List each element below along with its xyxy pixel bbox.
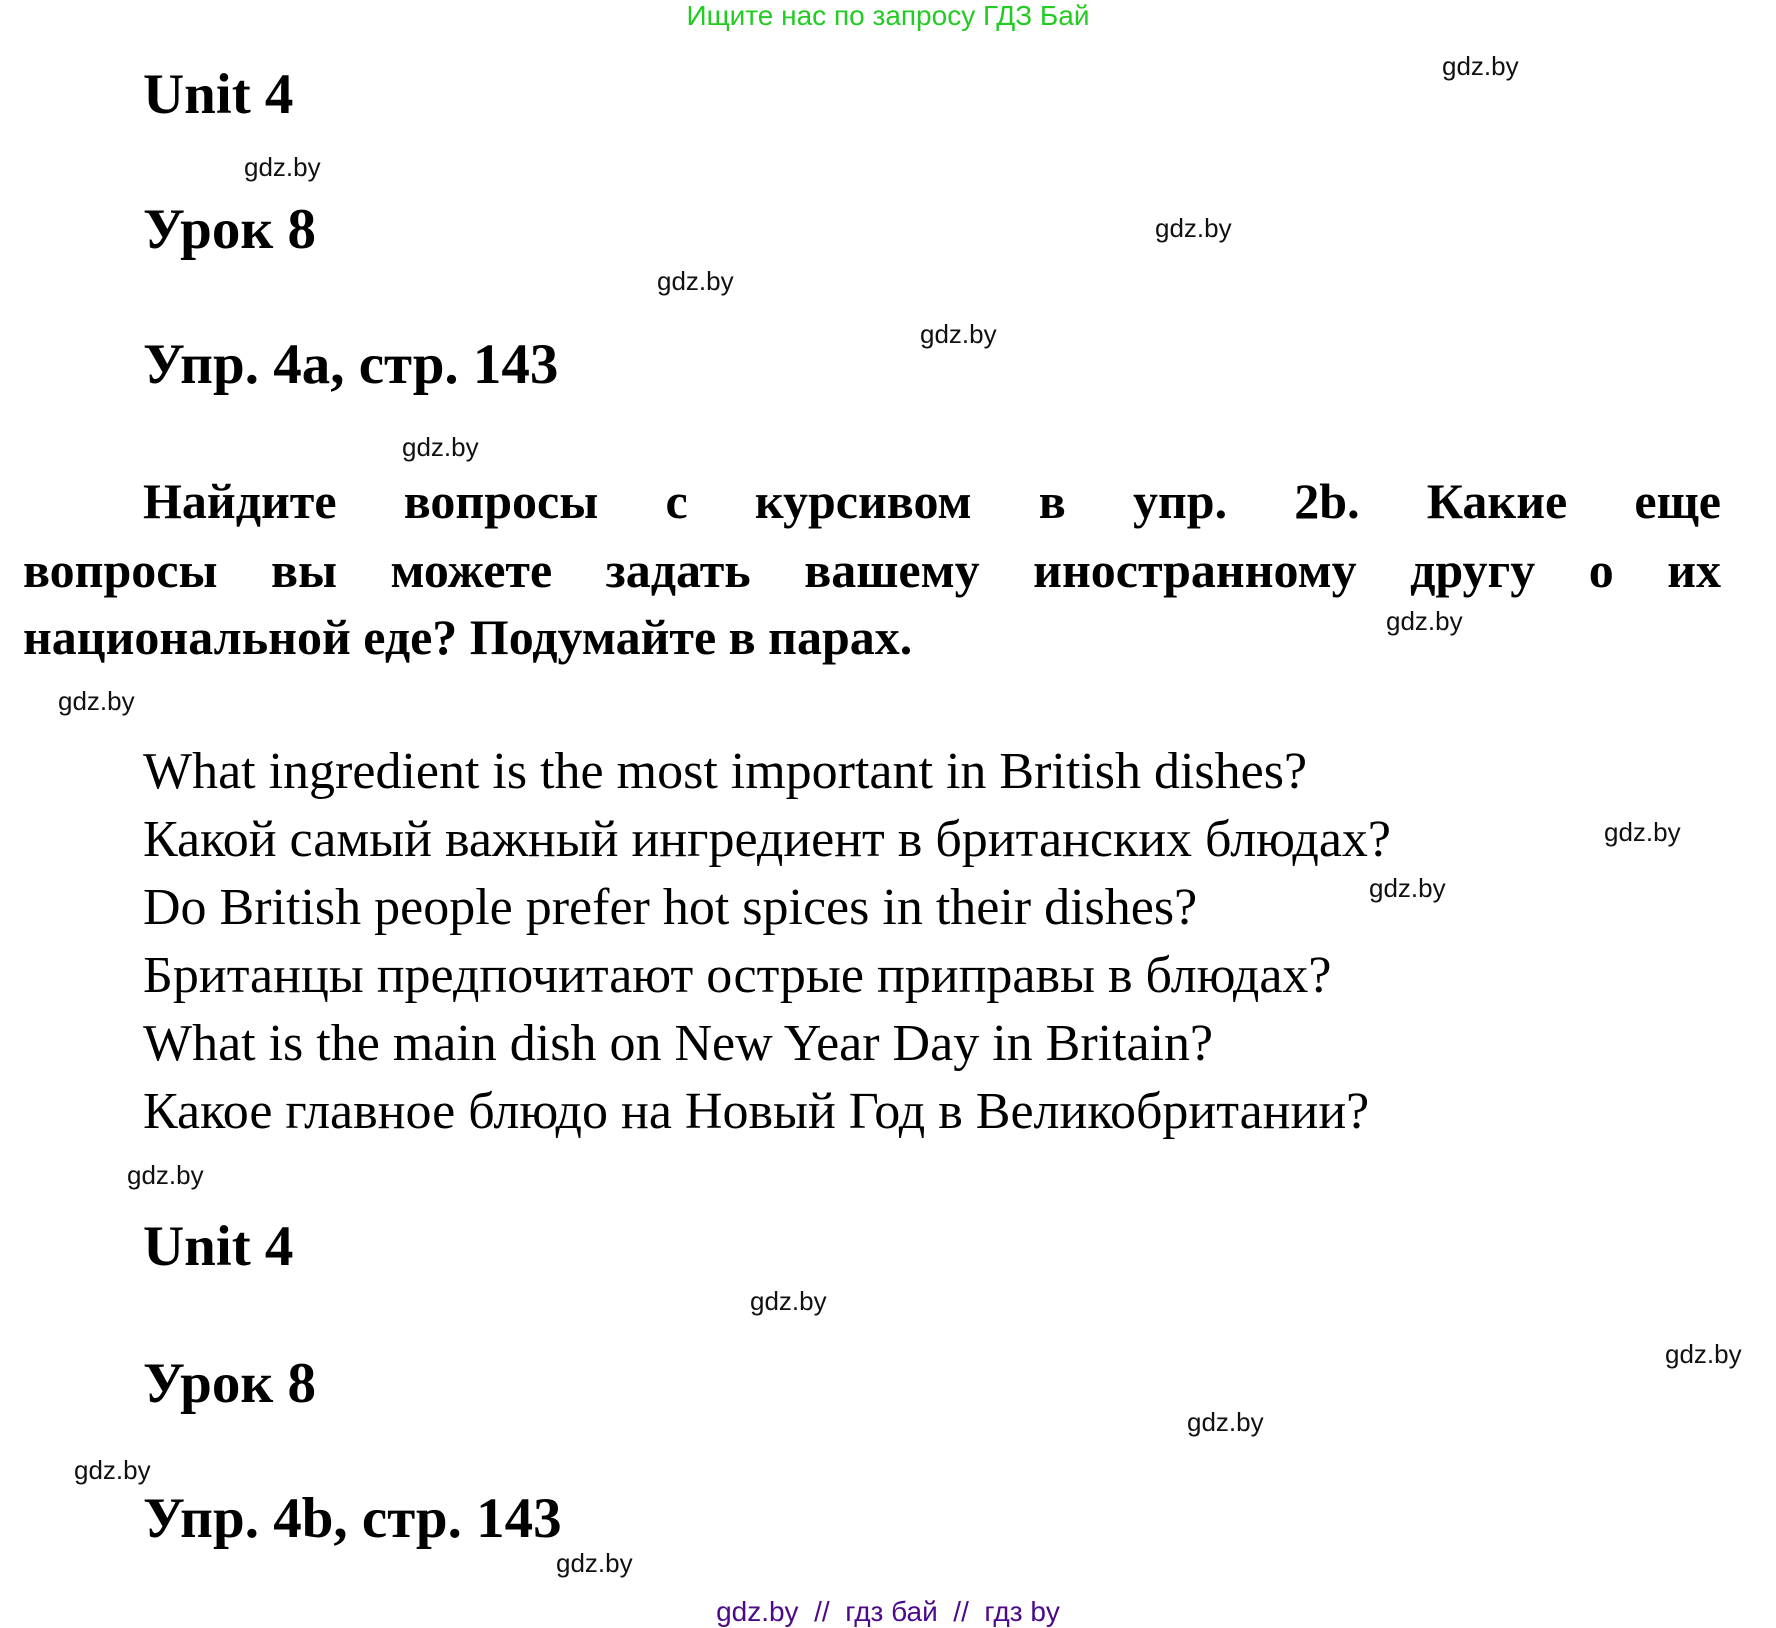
lesson-heading: Урок 8	[143, 1352, 316, 1415]
watermark: gdz.by	[244, 152, 321, 182]
answer-line: Британцы предпочитают острые приправы в блюдах?	[143, 947, 1332, 1004]
answer-line: Do British people prefer hot spices in their dishes?	[143, 879, 1198, 936]
watermark: gdz.by	[1187, 1407, 1264, 1437]
answer-line: Какой самый важный ингредиент в британских блюдах?	[143, 811, 1391, 868]
answer-line: Какое главное блюдо на Новый Год в Великобритании?	[143, 1083, 1370, 1140]
watermark: gdz.by	[657, 266, 734, 296]
watermark: gdz.by	[402, 432, 479, 462]
watermark: gdz.by	[127, 1160, 204, 1190]
answer-line: What is the main dish on New Year Day in Britain?	[143, 1015, 1214, 1072]
footer-links[interactable]: gdz.by // гдз бай // гдз by	[716, 1596, 1060, 1627]
task-line: национальной еде? Подумайте в парах.	[23, 609, 913, 665]
watermark: gdz.by	[1386, 606, 1463, 636]
answer-line: What ingredient is the most important in British dishes?	[143, 743, 1308, 800]
watermark: gdz.by	[1665, 1339, 1742, 1369]
watermark: gdz.by	[58, 686, 135, 716]
task-line: Найдите вопросы с курсивом в упр. 2b. Какие еще	[143, 473, 1721, 529]
watermark: gdz.by	[556, 1548, 633, 1578]
watermark: gdz.by	[1442, 51, 1519, 81]
task-line: вопросы вы можете задать вашему иностранному другу о их	[23, 542, 1721, 598]
exercise-heading: Упр. 4a, стр. 143	[143, 333, 559, 396]
search-banner[interactable]: Ищите нас по запросу ГДЗ Бай	[686, 0, 1090, 31]
watermark: gdz.by	[750, 1286, 827, 1316]
unit-heading: Unit 4	[143, 1215, 294, 1278]
watermark: gdz.by	[920, 319, 997, 349]
exercise-heading: Упр. 4b, стр. 143	[143, 1487, 562, 1550]
watermark: gdz.by	[1155, 213, 1232, 243]
unit-heading: Unit 4	[143, 63, 294, 126]
watermark: gdz.by	[1369, 873, 1446, 903]
watermark: gdz.by	[1604, 817, 1681, 847]
lesson-heading: Урок 8	[143, 198, 316, 261]
watermark: gdz.by	[74, 1455, 151, 1485]
